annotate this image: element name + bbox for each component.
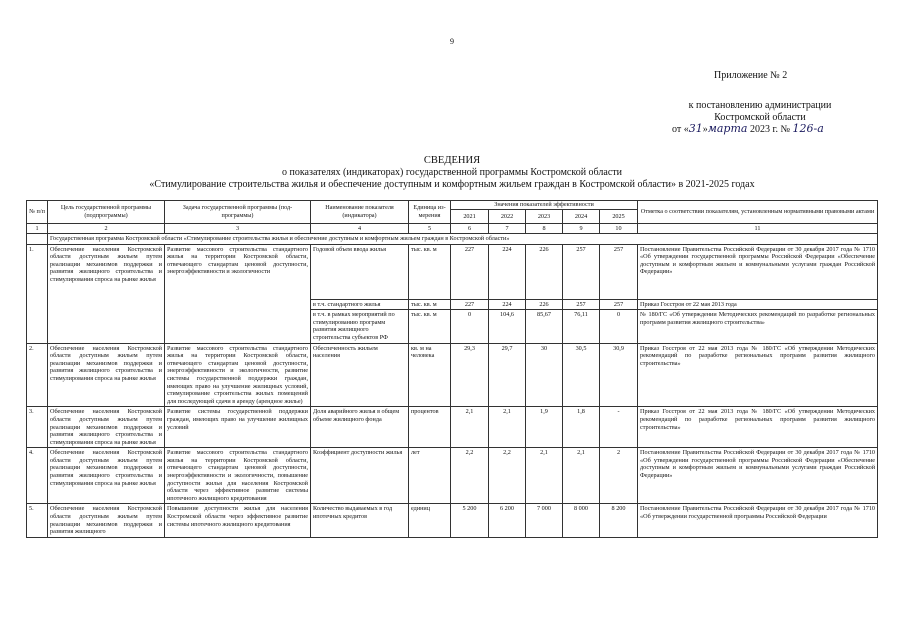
row-value-2025: 0 [600, 310, 638, 343]
col-number: 3 [165, 224, 311, 234]
col-number: 8 [526, 224, 563, 234]
row-value-2021: 227 [451, 299, 489, 310]
row-unit: лет [409, 448, 451, 504]
header-goal: Цель государственной программы (подпрограммы) [48, 201, 165, 224]
row-value-2021: 2,1 [451, 407, 489, 448]
row-value-2023: 226 [526, 244, 563, 299]
header-values-group: Значения показателей эффективности [451, 201, 638, 210]
row-indicator: Количество выдаваемых в год ипотечных кредитов [311, 504, 409, 537]
row-indicator: в т.ч. стандартного жилья [311, 299, 409, 310]
program-title: Государственная программа Костромской области «Стимулирование строительства жилья и обеспечение доступным и комфортным жильем граждан в Костромской области» [48, 234, 878, 245]
row-value-2021: 227 [451, 244, 489, 299]
program-row [27, 234, 878, 245]
row-value-2023: 2,1 [526, 448, 563, 504]
col-number: 2 [48, 224, 165, 234]
col-number: 10 [600, 224, 638, 234]
row-value-2025: - [600, 407, 638, 448]
column-numbers-row [27, 224, 878, 234]
row-value-2024: 30,5 [563, 343, 600, 407]
row-value-2021: 5 200 [451, 504, 489, 537]
row-value-2022: 2,2 [489, 448, 526, 504]
row-note: Постановление Правительства Российской Федерации от 30 декабря 2017 года № 1710 «Об утверждении государственной программы Российской Федерации «Обеспечение доступным и комфортным жильем и коммунальными услугами граждан Российской Федерации» [638, 448, 878, 504]
row-task: Развитие массового строительства стандартного жилья на территории Костромской области, отвечающего стандартам ценовой доступности, энергоэффективности и экологичности, развитие системы государственной поддержки граждан, имеющих право на улучшение жилищных условий, стимулирование строительства жилых помещений для последующей сдачи в аренду (арендное жилье) [165, 343, 311, 407]
table-row [27, 343, 878, 407]
row-value-2024: 1,8 [563, 407, 600, 448]
row-num: 5. [27, 504, 48, 537]
row-value-2021: 0 [451, 310, 489, 343]
row-value-2024: 2,1 [563, 448, 600, 504]
doc-subtitle-2: «Стимулирование строительства жилья и обеспечение доступным и комфортным жильем граждан в Костромской области» в 2021-2025 годах [149, 179, 755, 190]
header-note: Отметка о соответствии показателям, установленным нормативными правовыми актами [638, 201, 878, 224]
col-number: 9 [563, 224, 600, 234]
annex-line-1: к постановлению администрации [688, 100, 832, 111]
page-number: 9 [450, 37, 454, 46]
header-unit: Единица из-мерения [409, 201, 451, 224]
row-task: Развитие системы государственной поддержки граждан, имеющих право на улучшение жилищных условий [165, 407, 311, 448]
annex-from-prefix: от « [672, 124, 689, 135]
header-year: 2025 [600, 210, 638, 224]
row-value-2024: 257 [563, 244, 600, 299]
table-row [27, 448, 878, 504]
row-num: 4. [27, 448, 48, 504]
col-number: 6 [451, 224, 489, 234]
row-value-2025: 257 [600, 299, 638, 310]
row-value-2022: 29,7 [489, 343, 526, 407]
header-num: № п/п [27, 201, 48, 224]
annex-title: Приложение № 2 [714, 70, 788, 81]
header-year: 2024 [563, 210, 600, 224]
col-number: 11 [638, 224, 878, 234]
indicators-table [26, 200, 878, 538]
row-goal: Обеспечение населения Костромской области доступным жильем путем реализации механизмов поддержки и развития жилищного [48, 504, 165, 537]
header-year: 2023 [526, 210, 563, 224]
row-value-2021: 2,2 [451, 448, 489, 504]
col-number: 7 [489, 224, 526, 234]
row-note: Приказ Госстроя от 22 мая 2013 года № 180/ГС «Об утверждении Методических рекомендаций по разработке региональных программ развития жилищного строительства» [638, 407, 878, 448]
row-task: Развитие массового строительства стандартного жилья на территории Костромской области, отвечающего стандартам ценовой доступности, энергоэффективности и экологичности, повышение доступности жилья для населения Костромской области через эффективное развитие системы ипотечного жилищного кредитования [165, 448, 311, 504]
row-value-2023: 85,67 [526, 310, 563, 343]
doc-title: СВЕДЕНИЯ [423, 155, 481, 166]
table-row [27, 407, 878, 448]
row-unit: процентов [409, 407, 451, 448]
annex-date-line [660, 122, 892, 135]
row-value-2022: 224 [489, 244, 526, 299]
row-value-2025: 30,9 [600, 343, 638, 407]
row-task: Повышение доступности жилья для населения Костромской области через эффективное развитие системы ипотечного жилищного кредитования [165, 504, 311, 537]
row-value-2022: 6 200 [489, 504, 526, 537]
row-indicator: Обеспеченность жильем населения [311, 343, 409, 407]
annex-quote-close: » [702, 124, 708, 135]
annex-year-text: 2023 г. № [749, 124, 790, 135]
row-value-2023: 7 000 [526, 504, 563, 537]
row-note: Постановление Правительства Российской Федерации от 30 декабря 2017 года № 1710 «Об утверждении государственной программы Российской Федерации «Обеспечение доступным и комфортным жильем и коммунальными услугами граждан Российской Федерации» [638, 244, 878, 299]
row-indicator: Годовой объем ввода жилья [311, 244, 409, 299]
annex-line-2: Костромской области [714, 112, 806, 123]
row-indicator: Коэффициент доступности жилья [311, 448, 409, 504]
row-note: № 180/ГС «Об утверждении Методических рекомендаций по разработке региональных программ развития жилищного строительства» [638, 310, 878, 343]
row-value-2022: 2,1 [489, 407, 526, 448]
row-value-2023: 226 [526, 299, 563, 310]
annex-month-handwritten: марта [707, 122, 748, 135]
row-unit: тыс. кв. м [409, 310, 451, 343]
row-goal: Обеспечение населения Костромской области доступным жильем путем реализации механизмов поддержки и развития жилищного строительства и стимулирования спроса на рынке жилья [48, 244, 165, 343]
header-task: Задача государственной программы (под-программы) [165, 201, 311, 224]
header-indicator: Наименование показателя (индикатора) [311, 201, 409, 224]
row-unit: единиц [409, 504, 451, 537]
row-unit: тыс. кв. м [409, 299, 451, 310]
row-indicator: в т.ч. в рамках мероприятий по стимулированию программ развития жилищного строительства субъектов РФ [311, 310, 409, 343]
header-year: 2022 [489, 210, 526, 224]
row-note: Постановление Правительства Российской Федерации от 30 декабря 2017 года № 1710 «Об утверждении государственной программы Российской Федерации [638, 504, 878, 537]
row-goal: Обеспечение населения Костромской области доступным жильем путем реализации механизмов поддержки и развития жилищного строительства и стимулирования спроса на рынке жилья [48, 343, 165, 407]
annex-day-handwritten: 31 [688, 122, 703, 135]
row-indicator: Доля аварийного жилья в общем объеме жилищного фонда [311, 407, 409, 448]
doc-subtitle-1: о показателях (индикаторах) государственной программы Костромской области [282, 167, 622, 178]
row-note: Приказ Госстроя от 22 мая 2013 года № 180/ГС «Об утверждении Методических рекомендаций по разработке региональных программ развития жилищного строительства» [638, 343, 878, 407]
col-number: 5 [409, 224, 451, 234]
row-value-2023: 1,9 [526, 407, 563, 448]
header-year: 2021 [451, 210, 489, 224]
row-note: Приказ Госстроя от 22 мая 2013 года [638, 299, 878, 310]
row-value-2024: 257 [563, 299, 600, 310]
row-num: 2. [27, 343, 48, 407]
row-num: 3. [27, 407, 48, 448]
row-value-2024: 8 000 [563, 504, 600, 537]
row-value-2025: 2 [600, 448, 638, 504]
col-number: 1 [27, 224, 48, 234]
row-num: 1. [27, 244, 48, 343]
row-value-2025: 8 200 [600, 504, 638, 537]
table-row [27, 244, 878, 299]
row-unit: тыс. кв. м [409, 244, 451, 299]
row-value-2025: 257 [600, 244, 638, 299]
col-number: 4 [311, 224, 409, 234]
row-value-2021: 29,3 [451, 343, 489, 407]
table-row [27, 504, 878, 537]
row-value-2022: 104,6 [489, 310, 526, 343]
row-value-2023: 30 [526, 343, 563, 407]
row-goal: Обеспечение населения Костромской области доступным жильем путем реализации механизмов поддержки и развития жилищного строительства и стимулирования спроса на рынке жилья [48, 448, 165, 504]
row-task: Развитие массового строительства стандартного жилья на территории Костромской области, отвечающего стандартам ценовой доступности, энергоэффективности и экологичности [165, 244, 311, 343]
annex-number-handwritten: 126-а [792, 122, 824, 135]
row-goal: Обеспечение населения Костромской области доступным жильем путем реализации механизмов поддержки и развития жилищного строительства и стимулирования спроса на рынке жилья [48, 407, 165, 448]
row-value-2022: 224 [489, 299, 526, 310]
row-value-2024: 76,11 [563, 310, 600, 343]
row-unit: кв. м на человека [409, 343, 451, 407]
